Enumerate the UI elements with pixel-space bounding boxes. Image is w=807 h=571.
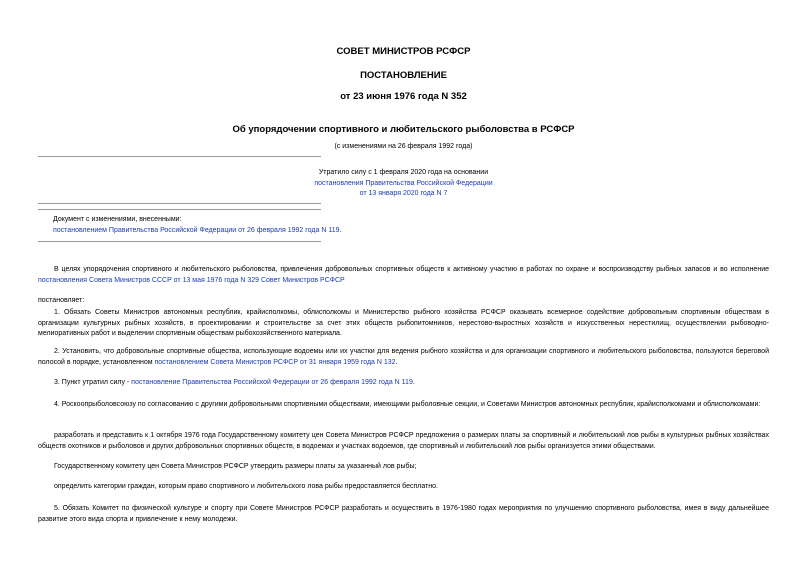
repeal-link-line1[interactable]: постановления Правительства Российской Федерации <box>314 179 493 187</box>
document-type: ПОСТАНОВЛЕНИЕ <box>360 70 447 81</box>
paragraph-3-link[interactable]: постановление Правительства Российской Федерации от 26 февраля 1992 года N 119 <box>131 379 413 386</box>
status-note-text: Утратило силу с 1 февраля 2020 года на основании <box>318 169 489 176</box>
paragraph-4: 4. Роскоопрыболовсоюзу по согласованию с другими добровольными спортивными обществами, имеющими рыболовные секции, и Советами Министров автономных республик, крайисполкомами и облисполкомами: <box>54 401 761 408</box>
paragraph-5: 5. Обязать Комитет по физической культуре и спорту при Совете Министров РСФСР разработать и осуществить в 1976-1980 годах мероприятия по улучшению спортивного рыболовства, имея в виду дальнейшее развитие этого вида спорта и привлечение к нему молодежи. <box>38 505 769 523</box>
paragraph-3-tail: . <box>412 379 415 386</box>
resolves-text: постановляет: <box>38 297 85 304</box>
amendments-label: Документ с изменениями, внесенными: <box>53 216 182 223</box>
amendment-link[interactable]: постановлением Правительства Российской Федерации от 26 февраля 1992 года N 119 <box>53 226 340 234</box>
paragraph-4b: Государственному комитету цен Совета Министров РСФСР утвердить размеры платы за указанный лов рыбы; <box>54 463 417 470</box>
paragraph-2 <box>38 347 769 368</box>
preamble-paragraph <box>38 265 769 286</box>
amendments-block <box>53 215 341 236</box>
divider <box>38 241 321 242</box>
paragraph-3-text: 3. Пункт утратил силу - <box>54 379 132 386</box>
paragraph-2-link[interactable]: постановлением Совета Министров РСФСР от 31 января 1959 года N 132 <box>154 358 396 366</box>
preamble-link[interactable]: постановления Совета Министров СССР от 13 мая 1976 года N 329 Совет Министров РСФСР <box>38 276 345 284</box>
paragraph-1: 1. Обязать Советы Министров автономных республик, крайисполкомы, облисполкомы и Министерство рыбного хозяйства РСФСР оказывать всемерное содействие добровольным спортивным обществам в организации культурных рыбных хозяйств, в проектировании и строительстве за счет этих обществ рыбопитомников, нерестово-выростных хозяйств и искусственных нерестилищ, осуществлении рыбоводно-мелиоративных работ и выделении спортивным обществам рыбохозяйственного материала. <box>38 309 769 337</box>
paragraph-3 <box>38 378 769 389</box>
divider <box>38 209 321 210</box>
repeal-link-line2[interactable]: от 13 января 2020 года N 7 <box>359 190 448 197</box>
divider <box>38 203 321 204</box>
paragraph-2-tail: . <box>395 358 398 366</box>
issuing-authority: СОВЕТ МИНИСТРОВ РСФСР <box>336 46 471 57</box>
paragraph-4c: определить категории граждан, которым право спортивного и любительского лова рыбы предоставляется бесплатно. <box>54 483 438 490</box>
status-note <box>0 168 807 200</box>
paragraph-2-text: 2. Установить, что добровольные спортивные общества, использующие водоемы или их участки для ведения рыбного хозяйства и для организации спортивного и любительского рыболовства, пользуются береговой полосой в порядке, установленном <box>38 348 769 366</box>
divider <box>38 156 321 157</box>
document-title: Об упорядочении спортивного и любительского рыболовства в РСФСР <box>232 124 575 135</box>
preamble-text: В целях упорядочения спортивного и любительского рыболовства, привлечения добровольных спортивных обществ к активному участию в работах по охране и воспроизводству рыбных запасов и во исполнение <box>54 266 769 273</box>
amendment-link-tail: . <box>339 226 342 234</box>
document-date: от 23 июня 1976 года N 352 <box>340 91 467 102</box>
paragraph-4a: разработать и представить к 1 октября 1976 года Государственному комитету цен Совета Министров РСФСР предложения о размерах платы за спортивный и любительский лов рыбы в культурных рыбных хозяйствах обществ охотников и рыболовов и других добровольных спортивных обществ, в водоемах и участках водоемов, где спортивный и любительский лов рыбы организуется этими обществами. <box>38 432 769 450</box>
changes-note: (с изменениями на 26 февраля 1992 года) <box>334 143 473 150</box>
